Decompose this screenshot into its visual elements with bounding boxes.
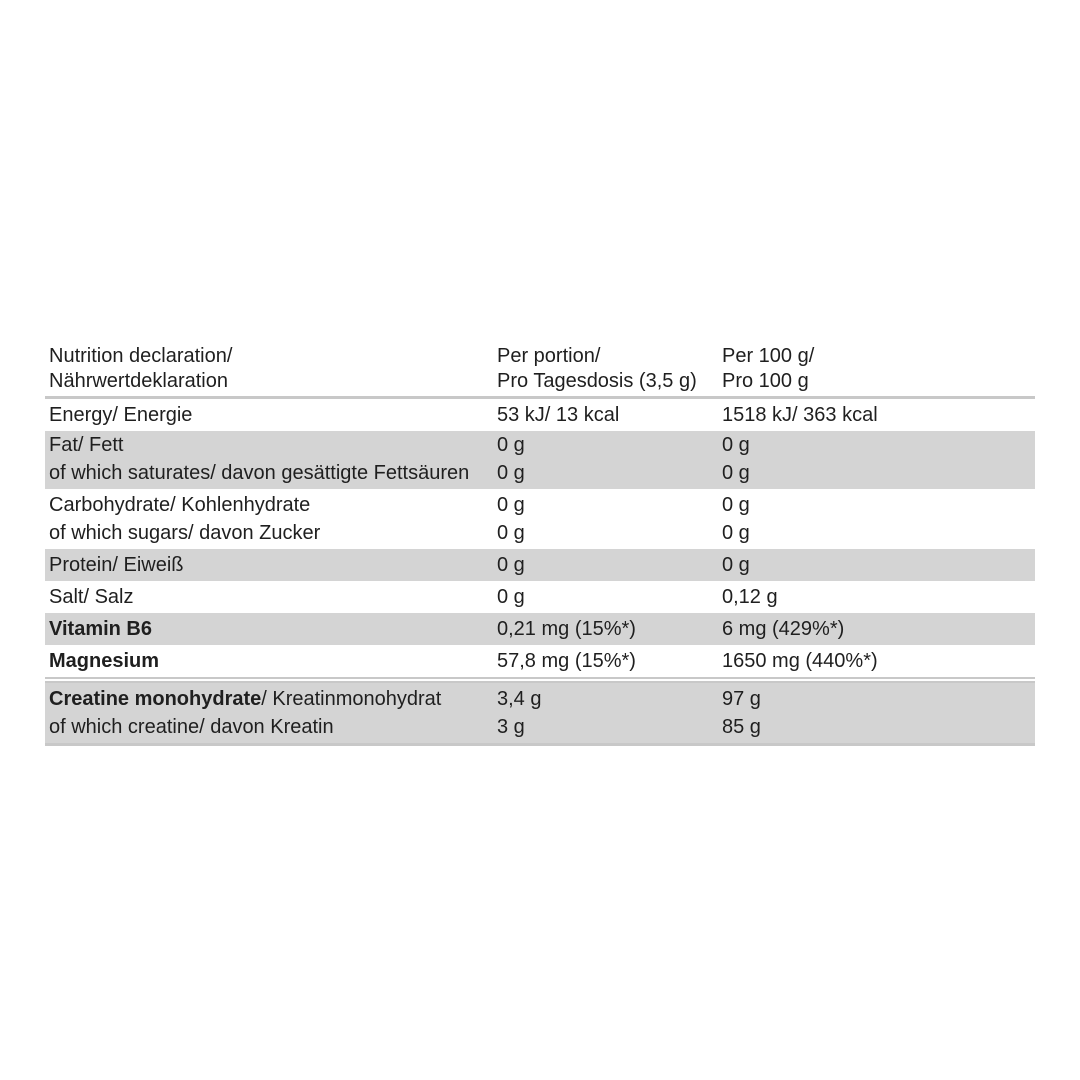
- row-label: [45, 685, 497, 741]
- row-label: Magnesium: [49, 650, 160, 672]
- header-col3-line2: Pro 100 g: [722, 370, 809, 392]
- creatine-label-bold: Creatine monohydrate: [49, 688, 262, 710]
- row-per100: 0,12 g: [722, 586, 778, 608]
- row-portion: 0 g: [497, 554, 525, 576]
- carb-label: Carbohydrate/ Kohlenhydrate: [49, 494, 311, 516]
- table-row-creatine: [45, 683, 1035, 743]
- header-col2-line2: Pro Tagesdosis (3,5 g): [497, 370, 697, 392]
- table-row-salt: [45, 581, 1035, 613]
- row-label: [45, 491, 497, 547]
- row-portion: [497, 431, 722, 487]
- header-col3-line1: Per 100 g/: [722, 345, 815, 367]
- header-per-100g: [722, 344, 1035, 394]
- row-per100: 1650 mg (440%*): [722, 650, 878, 672]
- row-per100: [722, 685, 1035, 741]
- row-portion: 53 kJ/ 13 kcal: [497, 404, 620, 426]
- row-label: Salt/ Salz: [49, 586, 134, 608]
- creatine-sub-per100: 85 g: [722, 716, 761, 738]
- fat-portion: 0 g: [497, 434, 525, 456]
- table-bottom-rule: [45, 743, 1035, 746]
- row-portion: [497, 491, 722, 547]
- fat-per100: 0 g: [722, 434, 750, 456]
- row-per100: 0 g: [722, 554, 750, 576]
- row-label: [45, 431, 497, 487]
- carb-per100: 0 g: [722, 494, 750, 516]
- header-col2-line1: Per portion/: [497, 345, 601, 367]
- table-row-fat: [45, 431, 1035, 489]
- creatine-per100: 97 g: [722, 688, 761, 710]
- row-portion: 0,21 mg (15%*): [497, 618, 636, 640]
- row-per100: 6 mg (429%*): [722, 618, 845, 640]
- table-header: [45, 344, 1035, 396]
- row-portion: [497, 685, 722, 741]
- table-row-protein: [45, 549, 1035, 581]
- carb-portion: 0 g: [497, 494, 525, 516]
- saturates-per100: 0 g: [722, 462, 750, 484]
- sugars-per100: 0 g: [722, 522, 750, 544]
- table-row-energy: [45, 399, 1035, 431]
- row-label: Protein/ Eiweiß: [49, 554, 184, 576]
- nutrition-table: [45, 344, 1035, 746]
- fat-label: Fat/ Fett: [49, 434, 124, 456]
- row-label: Vitamin B6: [49, 618, 152, 640]
- row-portion: 57,8 mg (15%*): [497, 650, 636, 672]
- creatine-label-rest: / Kreatinmonohydrat: [261, 688, 442, 710]
- row-label: Energy/ Energie: [49, 404, 193, 426]
- creatine-sub-label: of which creatine/ davon Kreatin: [49, 716, 334, 738]
- creatine-label: [49, 685, 497, 713]
- table-row-carbohydrate: [45, 489, 1035, 549]
- table-row-magnesium: [45, 645, 1035, 677]
- header-col1-line2: Nährwertdeklaration: [49, 370, 228, 392]
- header-nutrition: [45, 344, 497, 394]
- creatine-sub-portion: 3 g: [497, 716, 525, 738]
- row-per100: [722, 431, 1035, 487]
- creatine-portion: 3,4 g: [497, 688, 542, 710]
- header-col1-line1: Nutrition declaration/: [49, 345, 233, 367]
- saturates-portion: 0 g: [497, 462, 525, 484]
- sugars-label: of which sugars/ davon Zucker: [49, 522, 321, 544]
- row-per100: [722, 491, 1035, 547]
- saturates-label: of which saturates/ davon gesättigte Fettsäuren: [49, 462, 470, 484]
- row-portion: 0 g: [497, 586, 525, 608]
- sugars-portion: 0 g: [497, 522, 525, 544]
- row-per100: 1518 kJ/ 363 kcal: [722, 404, 878, 426]
- header-per-portion: [497, 344, 722, 394]
- table-row-vitamin-b6: [45, 613, 1035, 645]
